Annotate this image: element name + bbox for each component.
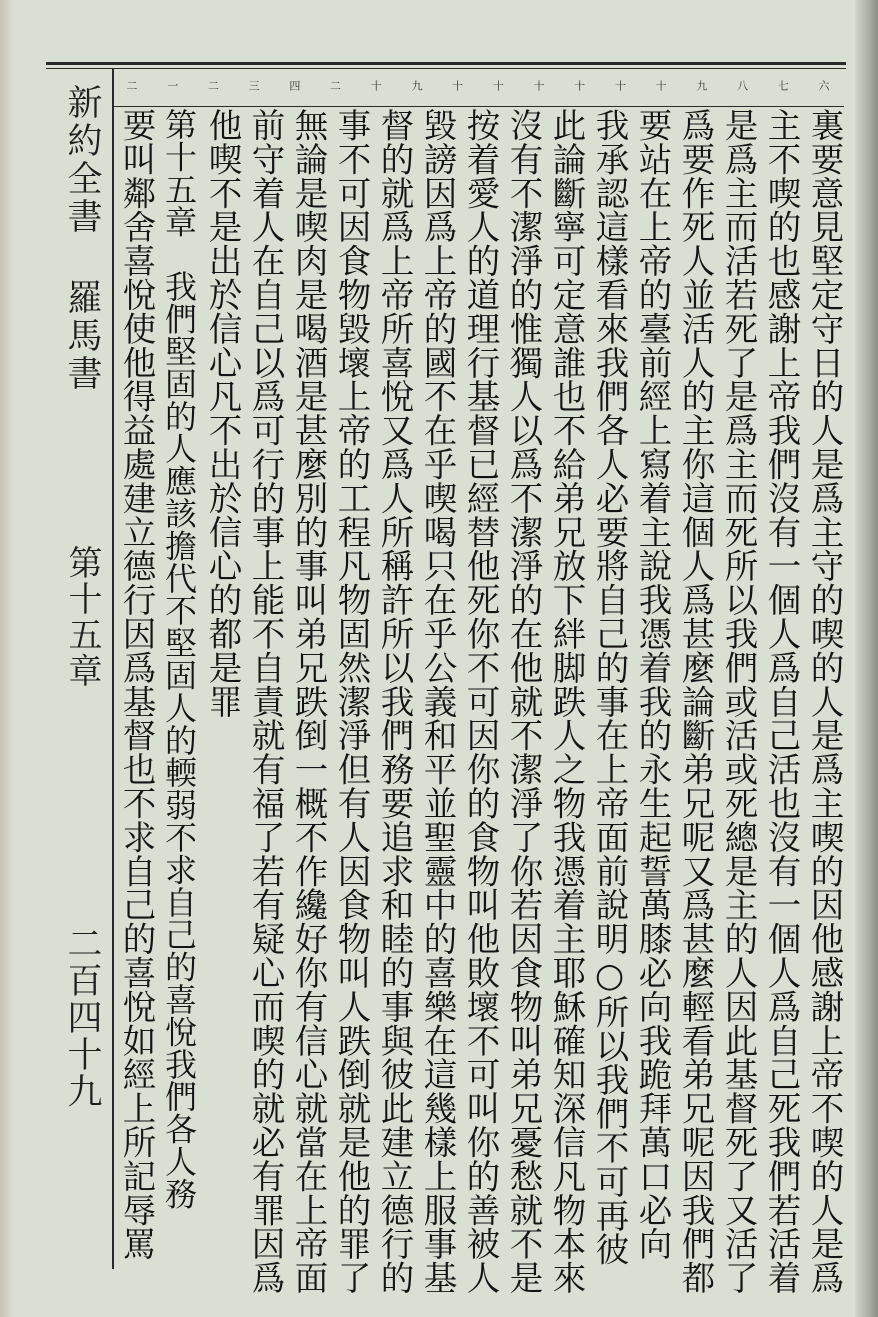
verse-reference-number: 十 bbox=[450, 80, 464, 91]
verse-reference-number: 十 bbox=[532, 80, 546, 91]
verse-reference-number: 十 bbox=[491, 80, 505, 91]
verse-reference-number: 七 bbox=[776, 80, 790, 91]
verse-reference-number: 十 bbox=[572, 80, 586, 91]
page-number: 二百四十九 bbox=[62, 925, 102, 1110]
running-title: 新約全書 羅馬書 bbox=[62, 84, 102, 393]
text-column: 他喫不是出於信心凡不出於信心的都是罪 bbox=[203, 108, 242, 719]
text-column: 事不可因食物毀壞上帝的工程凡物固然潔淨但有人因食物叫人跌倒就是他的罪了 bbox=[332, 108, 371, 1295]
verse-reference-number: 八 bbox=[735, 80, 749, 91]
verse-reference-number: 九 bbox=[694, 80, 708, 91]
text-column: 裏要意見堅定守日的人是爲主守的喫的人是爲主喫的因他感謝上帝不喫的人是爲 bbox=[805, 108, 844, 1295]
verse-reference-number: 十 bbox=[369, 80, 383, 91]
text-body bbox=[116, 108, 844, 1295]
page-edge-shadow bbox=[0, 0, 14, 1317]
text-column: 爲要作死人並活人的主你這個人爲甚麼論斷弟兄呢又爲甚麼輕看弟兄呢因我們都 bbox=[676, 108, 715, 1295]
verse-reference-number: 一 bbox=[165, 80, 179, 91]
text-column: 此論斷寧可定意誰也不給弟兄放下絆脚跌人之物我憑着主耶穌確知深信凡物本來 bbox=[547, 108, 586, 1295]
text-column: 督的就爲上帝所喜悅又爲人所稱許所以我們務要追求和睦的事與彼此建立德行的 bbox=[375, 108, 414, 1295]
verse-reference-number: 二 bbox=[125, 80, 138, 91]
text-column: 毀謗因爲上帝的國不在乎喫喝只在乎公義和平並聖靈中的喜樂在這幾樣上服事基 bbox=[418, 108, 457, 1295]
verse-reference-strip bbox=[112, 72, 844, 107]
verse-reference-number: 十 bbox=[613, 80, 627, 91]
verse-reference-number: 十 bbox=[654, 80, 668, 91]
frame-inner-rule bbox=[46, 68, 846, 69]
margin-divider bbox=[112, 69, 114, 1269]
chapter-mark: 第十五章 bbox=[62, 545, 102, 689]
verse-reference-number: 九 bbox=[409, 80, 423, 91]
text-column: 按着愛人的道理行基督已經替他死你不可因你的食物叫他敗壞不可叫你的善被人 bbox=[461, 108, 500, 1295]
text-column: 要叫鄰舍喜悅使他得益處建立德行因爲基督也不求自己的喜悅如經上所記辱罵 bbox=[117, 108, 156, 1261]
text-column: 沒有不潔淨的惟獨人以爲不潔淨的在他就不潔淨了你若因食物叫弟兄憂愁就不是 bbox=[504, 108, 543, 1295]
text-column: 要站在上帝的臺前經上寫着主說我憑着我的永生起誓萬膝必向我跪拜萬口必向 bbox=[633, 108, 672, 1261]
text-column: 我承認這樣看來我們各人必要將自己的事在上帝面前說明○所以我們不可再彼 bbox=[590, 108, 629, 1267]
text-column: 無論是喫肉是喝酒是甚麼別的事叫弟兄跌倒一概不作纔好你有信心就當在上帝面 bbox=[289, 108, 328, 1295]
book-spine bbox=[855, 0, 878, 1317]
verse-reference-number: 三 bbox=[247, 80, 261, 91]
text-column: 是爲主而活若死了是爲主而死所以我們或活或死總是主的人因此基督死了又活了 bbox=[719, 108, 758, 1295]
verse-reference-number: 四 bbox=[287, 80, 301, 91]
verse-reference-number: 六 bbox=[817, 80, 830, 91]
text-column: 前守着人在自己以爲可行的事上能不自責就有福了若有疑心而喫的就必有罪因爲 bbox=[246, 108, 285, 1295]
verse-reference-number: 二 bbox=[328, 80, 342, 91]
text-column: 主不喫的也感謝上帝我們沒有一個人爲自己活也沒有一個人爲自己死我們若活着 bbox=[762, 108, 801, 1295]
verse-reference-number: 二 bbox=[206, 80, 220, 91]
chapter-heading-column: 第十五章 我們堅固的人應該擔代不堅固人的輭弱不求自己的喜悅我們各人務 bbox=[160, 108, 198, 1210]
